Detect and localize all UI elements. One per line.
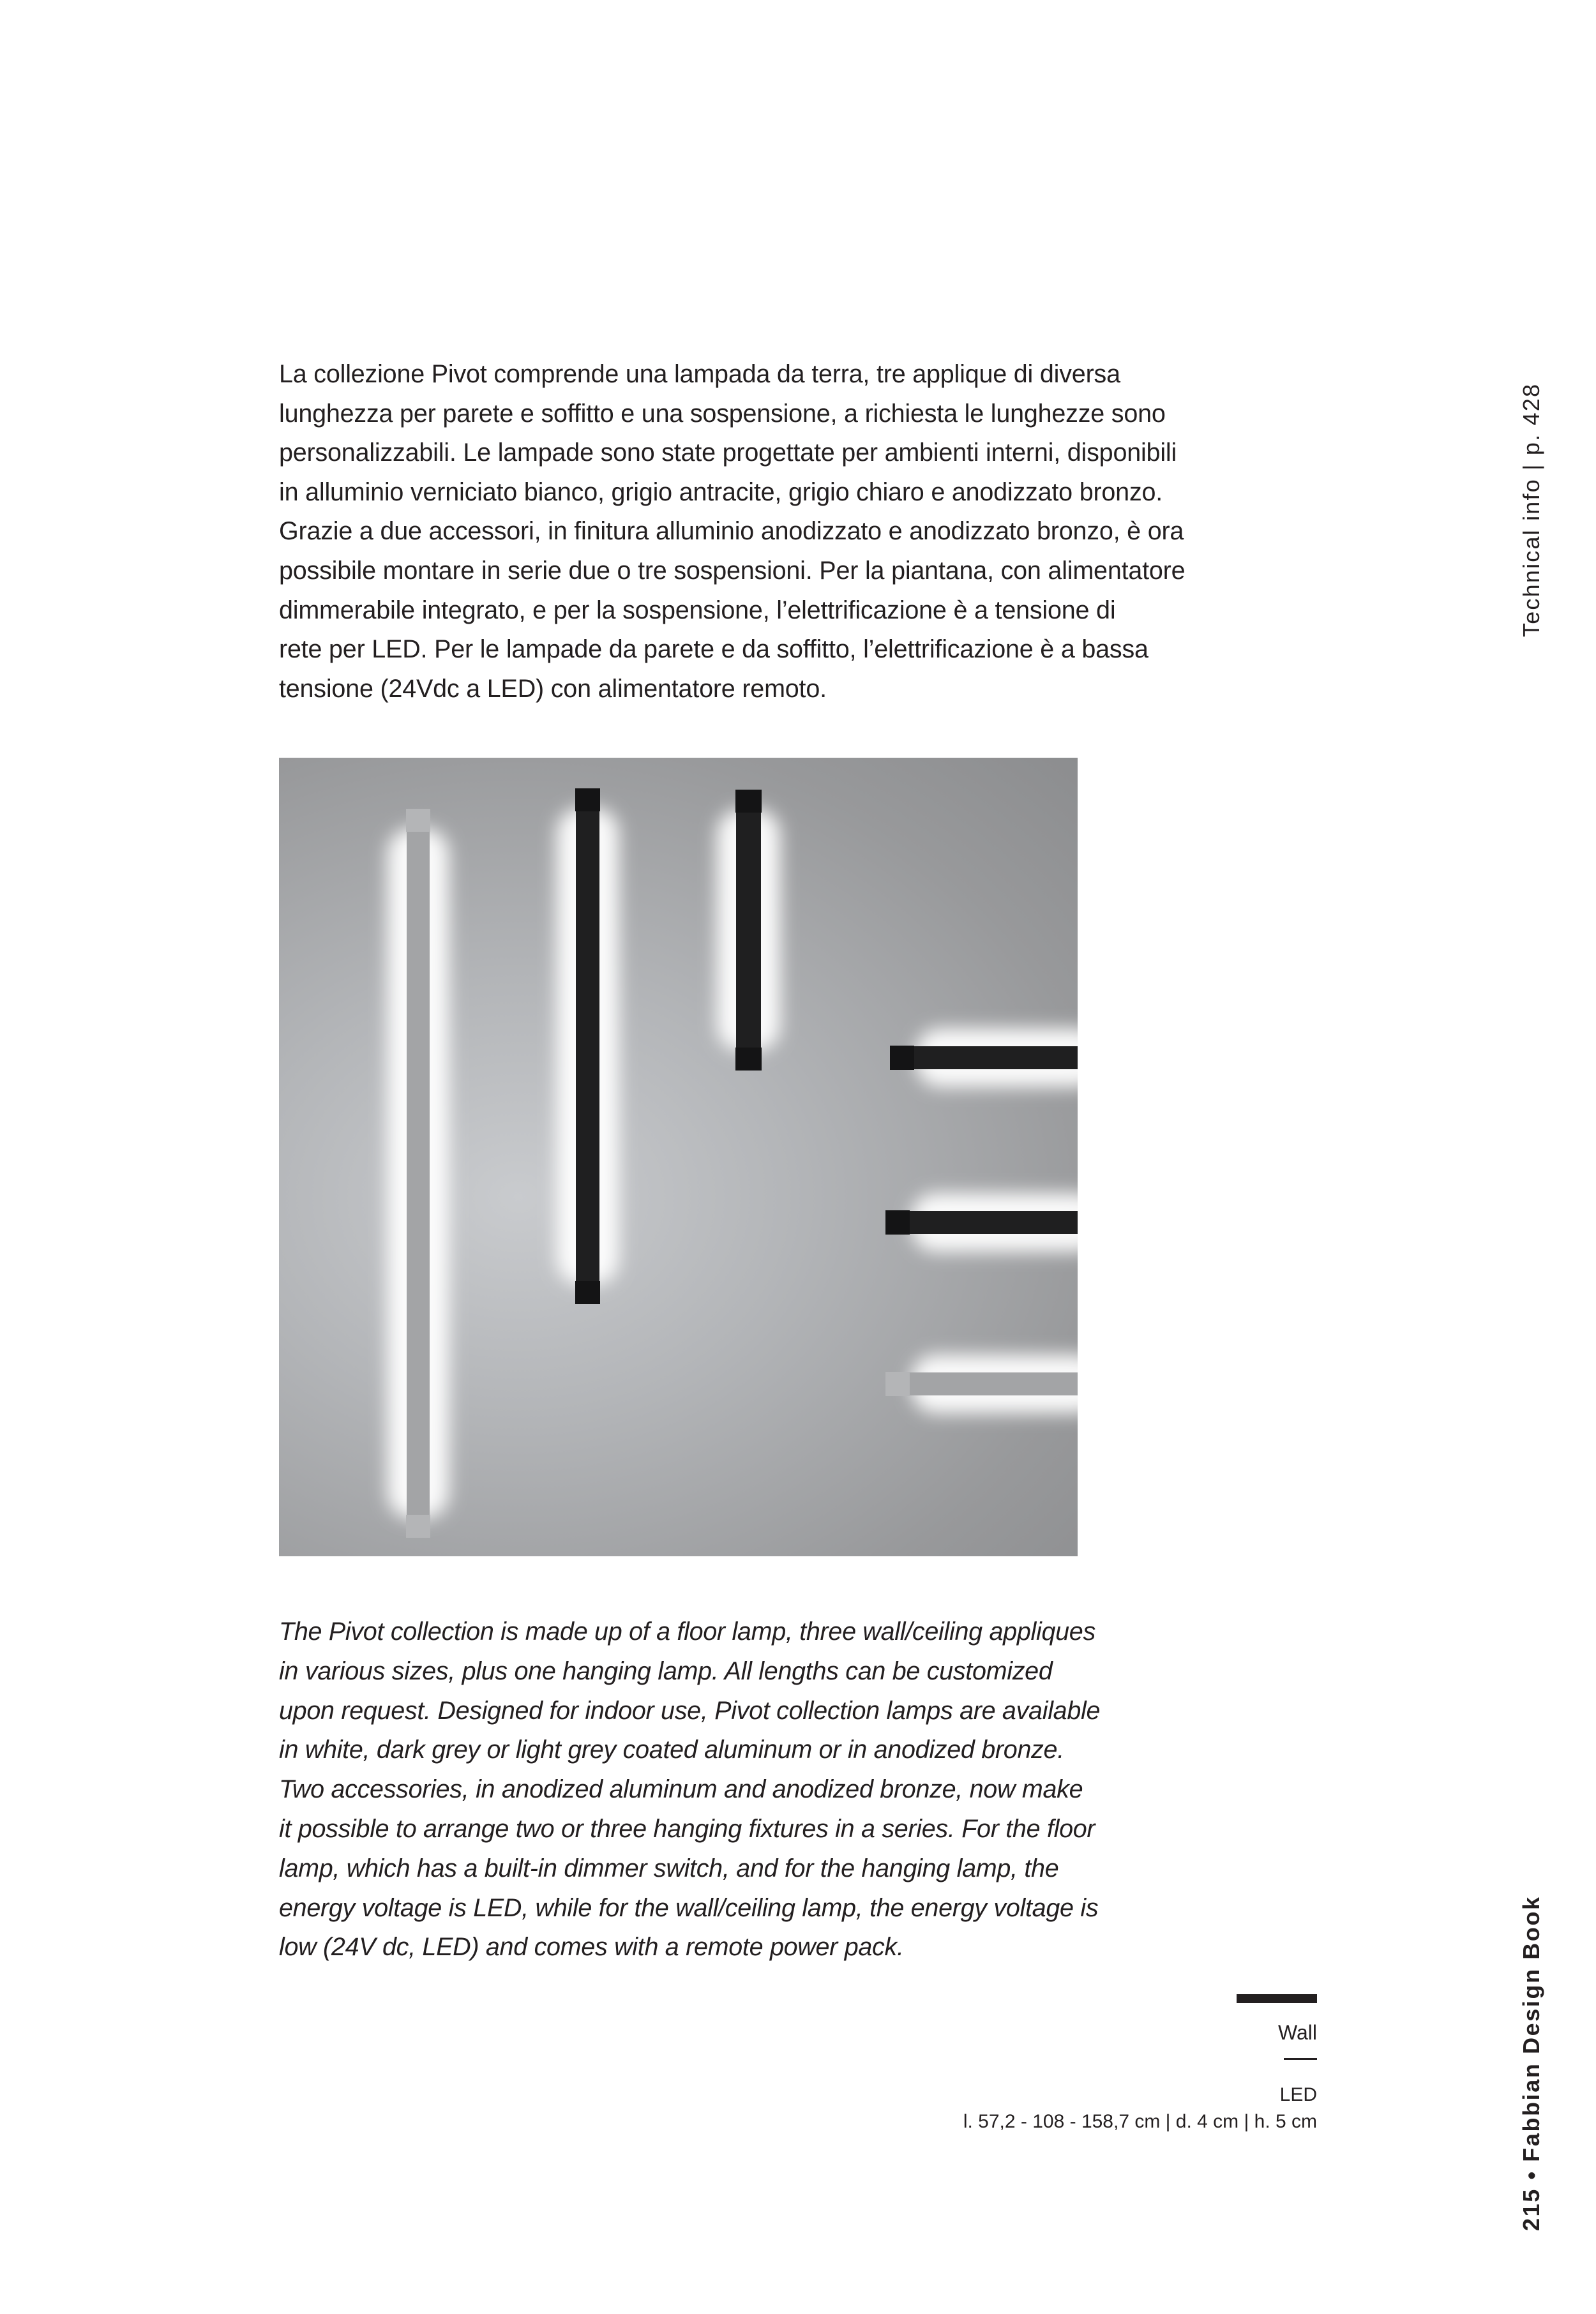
english-line: upon request. Designed for indoor use, Pivot collection lamps are available: [279, 1696, 1101, 1725]
italian-line: Grazie a due accessori, in finitura alluminio anodizzato e anodizzato bronzo, è ora: [279, 517, 1184, 546]
english-line: it possible to arrange two or three hanging fixtures in a series. For the floor: [279, 1814, 1095, 1843]
italian-line: possibile montare in serie due o tre sospensioni. Per la piantana, con alimentatore: [279, 556, 1186, 585]
english-description: [279, 1612, 1186, 1967]
italian-description: [279, 355, 1224, 709]
lamp-end-cap: [406, 809, 430, 832]
english-line: low (24V dc, LED) and comes with a remote power pack.: [279, 1933, 904, 1962]
italian-line: La collezione Pivot comprende una lampada da terra, tre applique di diversa: [279, 360, 1120, 388]
italian-line: lunghezza per parete e soffitto e una sospensione, a richiesta le lunghezze sono: [279, 399, 1166, 428]
lamp-end-cap: [406, 1515, 430, 1538]
product-photo: [279, 758, 1078, 1556]
spec-light-source: LED: [1279, 2084, 1317, 2105]
vertical-lamp-black: [576, 788, 599, 1304]
italian-line: in alluminio verniciato bianco, grigio antracite, grigio chiaro e anodizzato bronzo.: [279, 477, 1163, 506]
english-line: in white, dark grey or light grey coated aluminum or in anodized bronze.: [279, 1736, 1064, 1764]
technical-info-page-reference: Technical info | p. 428: [1518, 382, 1544, 637]
horizontal-lamp-black: [890, 1046, 1078, 1069]
horizontal-lamp-black: [885, 1211, 1078, 1234]
horizontal-lamp-light-grey: [885, 1372, 1078, 1395]
italian-line: tensione (24Vdc a LED) con alimentatore remoto.: [279, 674, 827, 703]
vertical-lamp-black: [736, 790, 761, 1071]
english-line: Two accessories, in anodized aluminum and anodized bronze, now make: [279, 1775, 1083, 1804]
spec-category: Wall: [1277, 2021, 1317, 2044]
english-line: lamp, which has a built-in dimmer switch, and for the hanging lamp, the: [279, 1854, 1059, 1882]
lamp-end-cap: [885, 1210, 910, 1235]
italian-line: rete per LED. Per le lampade da parete e da soffitto, l’elettrificazione è a bassa: [279, 635, 1148, 664]
english-line: energy voltage is LED, while for the wall/ceiling lamp, the energy voltage is: [279, 1893, 1099, 1922]
lamp-end-cap: [885, 1372, 910, 1396]
lamp-end-cap: [735, 1048, 762, 1071]
lamp-end-cap: [735, 790, 762, 813]
italian-line: personalizzabili. Le lampade sono state progettate per ambienti interni, disponibili: [279, 439, 1177, 467]
italian-line: dimmerabile integrato, e per la sospensione, l’elettrificazione è a tensione di: [279, 596, 1116, 624]
spec-accent-bar: [1237, 1994, 1317, 2003]
page-number-book-title: 215 • Fabbian Design Book: [1518, 1895, 1544, 2231]
lamp-end-cap: [575, 788, 600, 811]
english-line: The Pivot collection is made up of a floor lamp, three wall/ceiling appliques: [279, 1618, 1095, 1646]
lamp-end-cap: [890, 1046, 914, 1070]
english-line: in various sizes, plus one hanging lamp. All lengths can be customized: [279, 1657, 1053, 1685]
lamp-end-cap: [575, 1281, 600, 1304]
vertical-lamp-light-grey: [407, 809, 430, 1538]
spec-divider: [1284, 2058, 1317, 2060]
spec-dimensions: l. 57,2 - 108 - 158,7 cm | d. 4 cm | h. 5 cm: [963, 2111, 1317, 2132]
